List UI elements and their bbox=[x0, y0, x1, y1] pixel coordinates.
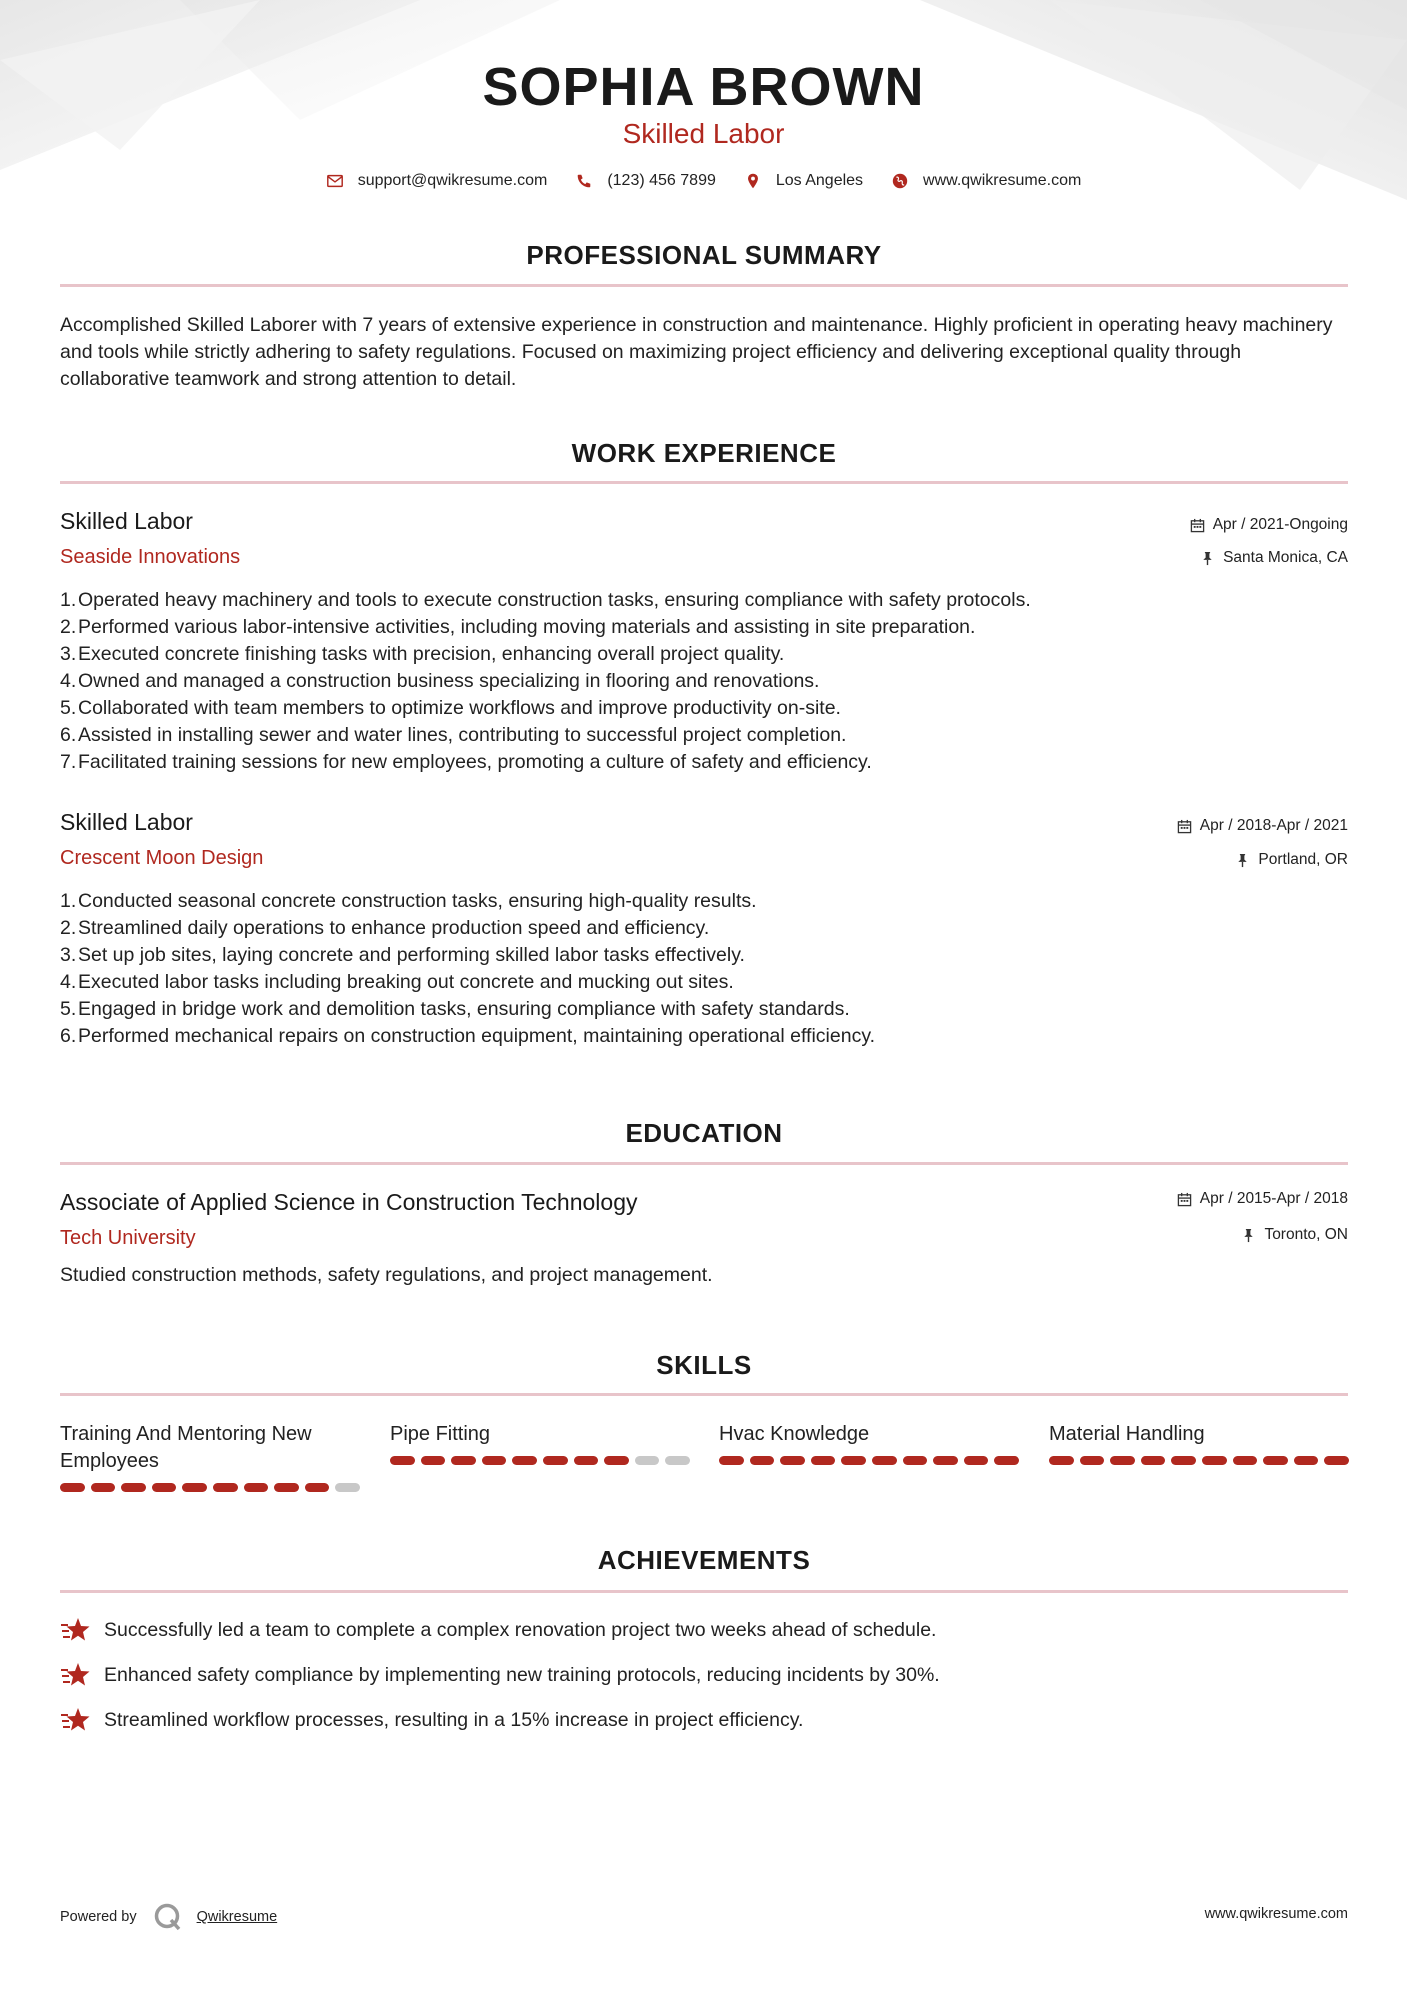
skill-segment-empty bbox=[335, 1483, 360, 1492]
contact-website[interactable] bbox=[891, 172, 1081, 190]
job-location bbox=[1200, 549, 1348, 567]
powered-by-label: Powered by bbox=[60, 1909, 137, 1925]
skill-segment-filled bbox=[1324, 1456, 1349, 1465]
skill-level-bar bbox=[390, 1456, 690, 1465]
skill-segment-filled bbox=[719, 1456, 744, 1465]
skill-segment-filled bbox=[841, 1456, 866, 1465]
map-pin-icon bbox=[744, 172, 762, 190]
skill-segment-filled bbox=[121, 1483, 146, 1492]
list-item: 3.Executed concrete finishing tasks with precision, enhancing overall project quality. bbox=[60, 643, 785, 665]
skill-name: Training And Mentoring New Employees bbox=[60, 1423, 312, 1472]
phone-icon bbox=[575, 172, 593, 190]
company-name: Crescent Moon Design bbox=[60, 847, 264, 869]
section-divider bbox=[60, 1162, 1348, 1165]
job-bullets bbox=[60, 587, 1320, 776]
job-bullets bbox=[60, 888, 1320, 1050]
skill-segment-filled bbox=[305, 1483, 330, 1492]
list-item: 3.Set up job sites, laying concrete and performing skilled labor tasks effectively. bbox=[60, 944, 745, 966]
list-item: 4.Owned and managed a construction business specializing in flooring and renovations. bbox=[60, 670, 820, 692]
skill-name: Pipe Fitting bbox=[390, 1423, 491, 1445]
skill-segment-filled bbox=[91, 1483, 116, 1492]
job-title: Skilled Labor bbox=[60, 508, 193, 534]
skill-segment-filled bbox=[60, 1483, 85, 1492]
footer-powered-by bbox=[60, 1902, 277, 1932]
section-divider bbox=[60, 284, 1348, 287]
list-item: 5.Collaborated with team members to optimize workflows and improve productivity on-site. bbox=[60, 697, 841, 719]
skill-segment-filled bbox=[750, 1456, 775, 1465]
list-item: 6.Performed mechanical repairs on construction equipment, maintaining operational efficiency. bbox=[60, 1025, 876, 1047]
list-item: 2.Performed various labor-intensive activities, including moving materials and assisting in site preparation. bbox=[60, 616, 976, 638]
skill-segment-filled bbox=[574, 1456, 599, 1465]
skill-segment-filled bbox=[903, 1456, 928, 1465]
skill-segment-filled bbox=[780, 1456, 805, 1465]
achievement-text: Successfully led a team to complete a complex renovation project two weeks ahead of schedule. bbox=[104, 1618, 937, 1641]
skill-segment-filled bbox=[543, 1456, 568, 1465]
calendar-icon bbox=[1190, 518, 1205, 533]
company-name: Seaside Innovations bbox=[60, 546, 241, 568]
education-dates-text: Apr / 2015-Apr / 2018 bbox=[1199, 1190, 1348, 1207]
skill-segment-filled bbox=[1294, 1456, 1319, 1465]
job-location bbox=[1235, 851, 1348, 869]
contact-phone-text: (123) 456 7899 bbox=[607, 172, 716, 189]
list-item: 6.Assisted in installing sewer and water lines, contributing to successful project completion. bbox=[60, 724, 847, 746]
calendar-icon bbox=[1177, 1192, 1192, 1207]
job-location-text: Portland, OR bbox=[1258, 851, 1348, 868]
skill-segment-filled bbox=[421, 1456, 446, 1465]
skill-segment-empty bbox=[665, 1456, 690, 1465]
contact-website-text: www.qwikresume.com bbox=[923, 172, 1082, 189]
candidate-name: SOPHIA BROWN bbox=[482, 57, 925, 117]
skill-segment-filled bbox=[182, 1483, 207, 1492]
brand-link[interactable]: Qwikresume bbox=[196, 1909, 278, 1925]
contact-bar bbox=[0, 172, 1407, 190]
pushpin-icon bbox=[1200, 551, 1215, 566]
summary-text: Accomplished Skilled Laborer with 7 years of extensive experience in construction and maintenance. Highly proficient in operating heavy machinery and tools while strictly adhering to safety regulations. Focused on maximizing project efficiency and delivering exceptional quality through collaborative teamwork and strong attention to detail. bbox=[60, 314, 1333, 390]
skill-segment-filled bbox=[1263, 1456, 1288, 1465]
list-item: 4.Executed labor tasks including breaking out concrete and mucking out sites. bbox=[60, 971, 734, 993]
qwikresume-logo-icon bbox=[153, 1902, 183, 1932]
job-dates bbox=[1190, 516, 1348, 534]
pushpin-icon bbox=[1235, 853, 1250, 868]
education-description: Studied construction methods, safety regulations, and project management. bbox=[60, 1264, 713, 1286]
list-item: 1.Conducted seasonal concrete construction tasks, ensuring high-quality results. bbox=[60, 890, 757, 912]
achievement-text: Enhanced safety compliance by implementing new training protocols, reducing incidents by 30%. bbox=[104, 1663, 940, 1686]
summary-heading: PROFESSIONAL SUMMARY bbox=[526, 240, 882, 270]
job-dates-text: Apr / 2018-Apr / 2021 bbox=[1199, 817, 1348, 834]
achievement-text: Streamlined workflow processes, resulting in a 15% increase in project efficiency. bbox=[104, 1708, 804, 1731]
skill-level-bar bbox=[719, 1456, 1019, 1465]
skill-segment-empty bbox=[635, 1456, 660, 1465]
skill-segment-filled bbox=[152, 1483, 177, 1492]
candidate-role: Skilled Labor bbox=[622, 118, 785, 149]
job-title: Skilled Labor bbox=[60, 809, 193, 835]
skill-item bbox=[60, 1421, 360, 1492]
section-divider bbox=[60, 481, 1348, 484]
contact-phone[interactable] bbox=[575, 172, 716, 190]
school-name: Tech University bbox=[60, 1227, 196, 1249]
job-dates bbox=[1177, 817, 1348, 835]
achievements-heading: ACHIEVEMENTS bbox=[597, 1545, 811, 1575]
skill-segment-filled bbox=[512, 1456, 537, 1465]
skill-segment-filled bbox=[1049, 1456, 1074, 1465]
degree-title: Associate of Applied Science in Construction Technology bbox=[60, 1189, 638, 1215]
skill-segment-filled bbox=[811, 1456, 836, 1465]
list-item: 2.Streamlined daily operations to enhance production speed and efficiency. bbox=[60, 917, 710, 939]
skill-segment-filled bbox=[964, 1456, 989, 1465]
pushpin-icon bbox=[1241, 1228, 1256, 1243]
skill-level-bar bbox=[60, 1483, 360, 1492]
skill-segment-filled bbox=[482, 1456, 507, 1465]
contact-email-text: support@qwikresume.com bbox=[357, 172, 548, 189]
skill-segment-filled bbox=[213, 1483, 238, 1492]
achievement-item bbox=[60, 1706, 803, 1734]
skill-level-bar bbox=[1049, 1456, 1349, 1465]
list-item: 5.Engaged in bridge work and demolition tasks, ensuring compliance with safety standards. bbox=[60, 998, 850, 1020]
skill-segment-filled bbox=[1141, 1456, 1166, 1465]
education-location-text: Toronto, ON bbox=[1264, 1226, 1348, 1243]
calendar-icon bbox=[1177, 819, 1192, 834]
skill-item bbox=[390, 1421, 690, 1465]
skill-name: Material Handling bbox=[1049, 1423, 1205, 1445]
skill-segment-filled bbox=[1202, 1456, 1227, 1465]
contact-location bbox=[744, 172, 863, 190]
skill-segment-filled bbox=[1171, 1456, 1196, 1465]
skill-segment-filled bbox=[933, 1456, 958, 1465]
globe-icon bbox=[891, 172, 909, 190]
skill-segment-filled bbox=[994, 1456, 1019, 1465]
skill-segment-filled bbox=[1233, 1456, 1258, 1465]
footer-website[interactable]: www.qwikresume.com bbox=[1204, 1906, 1348, 1922]
experience-heading: WORK EXPERIENCE bbox=[571, 438, 837, 468]
contact-location-text: Los Angeles bbox=[775, 172, 864, 189]
skill-item bbox=[1049, 1421, 1349, 1465]
job-dates-text: Apr / 2021-Ongoing bbox=[1212, 516, 1348, 533]
star-icon bbox=[60, 1706, 92, 1734]
list-item: 7.Facilitated training sessions for new employees, promoting a culture of safety and efficiency. bbox=[60, 751, 872, 773]
job-location-text: Santa Monica, CA bbox=[1223, 549, 1348, 566]
education-location bbox=[1241, 1226, 1348, 1244]
skill-segment-filled bbox=[604, 1456, 629, 1465]
achievement-item bbox=[60, 1616, 936, 1644]
skill-segment-filled bbox=[451, 1456, 476, 1465]
contact-email[interactable] bbox=[326, 172, 548, 190]
section-divider bbox=[60, 1393, 1348, 1396]
section-divider bbox=[60, 1590, 1348, 1593]
star-icon bbox=[60, 1661, 92, 1689]
envelope-icon bbox=[326, 172, 344, 190]
skill-segment-filled bbox=[1080, 1456, 1105, 1465]
skill-segment-filled bbox=[390, 1456, 415, 1465]
skill-segment-filled bbox=[274, 1483, 299, 1492]
education-dates bbox=[1177, 1190, 1348, 1208]
list-item: 1.Operated heavy machinery and tools to execute construction tasks, ensuring compliance with safety protocols. bbox=[60, 589, 1031, 611]
achievement-item bbox=[60, 1661, 940, 1689]
skill-segment-filled bbox=[872, 1456, 897, 1465]
education-heading: EDUCATION bbox=[625, 1118, 783, 1148]
star-icon bbox=[60, 1616, 92, 1644]
skill-segment-filled bbox=[1110, 1456, 1135, 1465]
skill-segment-filled bbox=[244, 1483, 269, 1492]
skill-name: Hvac Knowledge bbox=[719, 1423, 870, 1445]
skill-item bbox=[719, 1421, 1019, 1465]
skills-heading: SKILLS bbox=[656, 1350, 752, 1380]
